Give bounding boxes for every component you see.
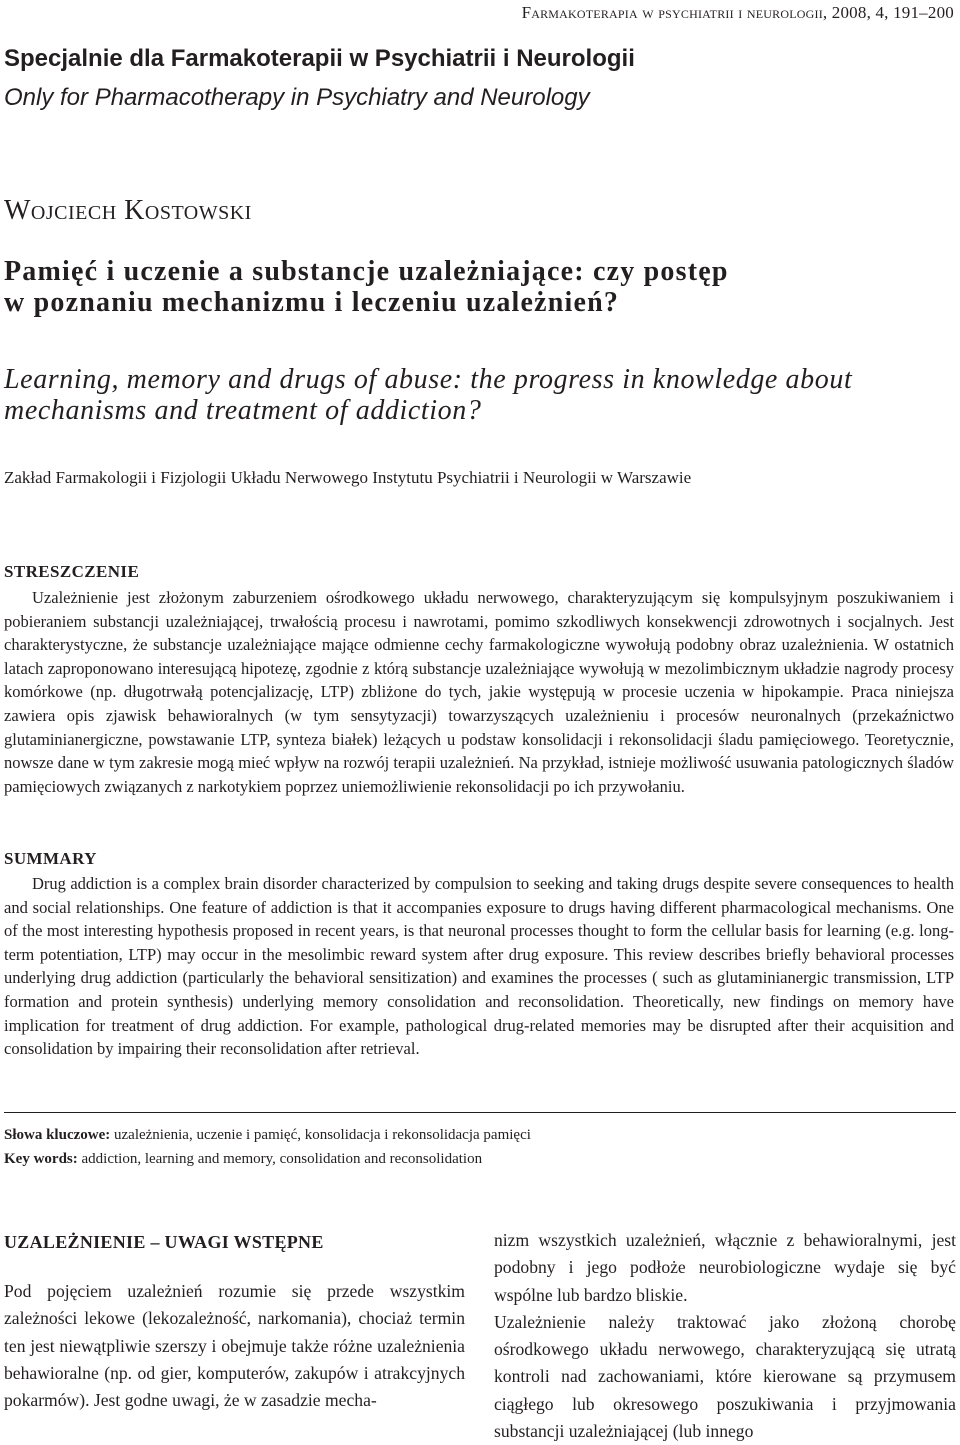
title-polish-line-1: Pamięć i uczenie a substancje uzależniające: czy postęp: [4, 256, 729, 287]
keywords-polish: [4, 1127, 531, 1144]
special-notice-pl: Specjalnie dla Farmakoterapii w Psychiatrii i Neurologii: [4, 45, 635, 72]
streszczenie-heading: STRESZCZENIE: [4, 562, 140, 581]
special-notice-en: Only for Pharmacotherapy in Psychiatry and Neurology: [4, 84, 590, 111]
right-column: [494, 1227, 956, 1445]
right-column-paragraph-1: nizm wszystkich uzależnień, włącznie z behawioralnymi, jest podobny i jego podłoże neurobiologiczne wydaje się być wspólne lub bardzo bliskie.: [494, 1230, 956, 1305]
divider-rule: [4, 1112, 956, 1113]
keywords-english: [4, 1151, 482, 1168]
running-head: Farmakoterapia w psychiatrii i neurologii, 2008, 4, 191–200: [521, 3, 954, 22]
title-english-line-1: Learning, memory and drugs of abuse: the progress in knowledge about: [4, 364, 853, 395]
summary-text: Drug addiction is a complex brain disorder characterized by compulsion to seeking and taking drugs despite severe consequences to health and social relationships. One feature of addiction is that it accompanies exposure to drugs having different pharmacological mechanisms. One of the most interesting hypothesis proposed in recent years, is that neuronal processes thought to form the cellular basis for learning (e.g. long-term potentiation, LTP) may occur in the mesolimbic reward system after drug exposure. This review describes briefly behavioral processes underlying drug addiction (particularly the behavioral sensitization) and examines the processes ( such as glutaminianergic transmission, LTP formation and protein synthesis) underlying memory consolidation and reconsolidation. Theoretically, new findings on memory have implication for treatment of drug addiction. For example, pathological drug-related memories may be disrupted after their acquisition and consolidation by impairing their reconsolidation after retrieval.: [4, 874, 954, 1059]
title-english: [4, 364, 944, 426]
title-english-line-2: mechanisms and treatment of addiction?: [4, 395, 482, 426]
right-column-paragraph-2: Uzależnienie należy traktować jako złożoną chorobę ośrodkowego układu nerwowego, charakteryzującą się utratą kontroli nad zachowaniami, które kierowane są przymusem ciągłego lub okresowego poszukiwania i przyjmowania substancji uzależniającej (lub innego: [494, 1311, 956, 1442]
section-heading: UZALEŻNIENIE – UWAGI WSTĘPNE: [4, 1232, 324, 1252]
keywords-polish-label: Słowa kluczowe:: [4, 1127, 111, 1143]
affiliation: Zakład Farmakologii i Fizjologii Układu Nerwowego Instytutu Psychiatrii i Neurologii w Warszawie: [4, 468, 692, 487]
summary-heading: SUMMARY: [4, 849, 97, 868]
left-column-paragraph: Pod pojęciem uzależnień rozumie się przede wszystkim zależności lekowe (lekozależność, narkomania), chociaż termin ten jest niewątpliwie szerszy i obejmuje także różne uzależnienia behawioralne (np. od gier, komputerów, zakupów i atrakcyjnych pokarmów). Jest godne uwagi, że w zasadzie mecha-: [4, 1281, 465, 1411]
keywords-english-label: Key words:: [4, 1151, 78, 1167]
author-name: Wojciech Kostowski: [4, 195, 252, 226]
keywords-english-text: addiction, learning and memory, consolidation and reconsolidation: [77, 1151, 483, 1167]
left-column: [4, 1278, 465, 1414]
title-polish-line-2: w poznaniu mechanizmu i leczeniu uzależnień?: [4, 287, 620, 318]
keywords-polish-text: uzależnienia, uczenie i pamięć, konsolidacja i rekonsolidacja pamięci: [110, 1127, 531, 1143]
streszczenie-text: Uzależnienie jest złożonym zaburzeniem ośrodkowego układu nerwowego, charakteryzującym się kompulsyjnym poszukiwaniem i pobieraniem substancji uzależniającej, trwałością procesu i nawrotami, pomimo szkodliwych konsekwencji zdrowotnych i socjalnych. Jest charakterystyczne, że substancje uzależniające mające odmienne cechy farmakologiczne wywołują podobny obraz uzależnienia. W ostatnich latach zaproponowano interesującą hipotezę, zgodnie z którą substancje uzależniające wywołują w mezolimbicznym układzie nagrody procesy komórkowe (np. długotrwałą potencjalizację, LTP) zbliżone do tych, jakie występują w procesie uczenia w hipokampie. Praca niniejsza zawiera opis zjawisk behawioralnych (w tym sensytyzacji) towarzyszących uzależnieniu i procesów neuronalnych (przekaźnictwo glutaminianergiczne, powstawanie LTP, synteza białek) leżących u podstaw konsolidacji i rekonsolidacji śladu pamięciowego. Teoretycznie, nowsze dane w tym zakresie mogą mieć wpływ na rozwój terapii uzależnień. Na przykład, istnieje możliwość usuwania patologicznych śladów pamięciowych związanych z narkotykiem poprzez uniemożliwienie rekonsolidacji po ich przywołaniu.: [4, 588, 954, 796]
title-polish: [4, 256, 944, 318]
